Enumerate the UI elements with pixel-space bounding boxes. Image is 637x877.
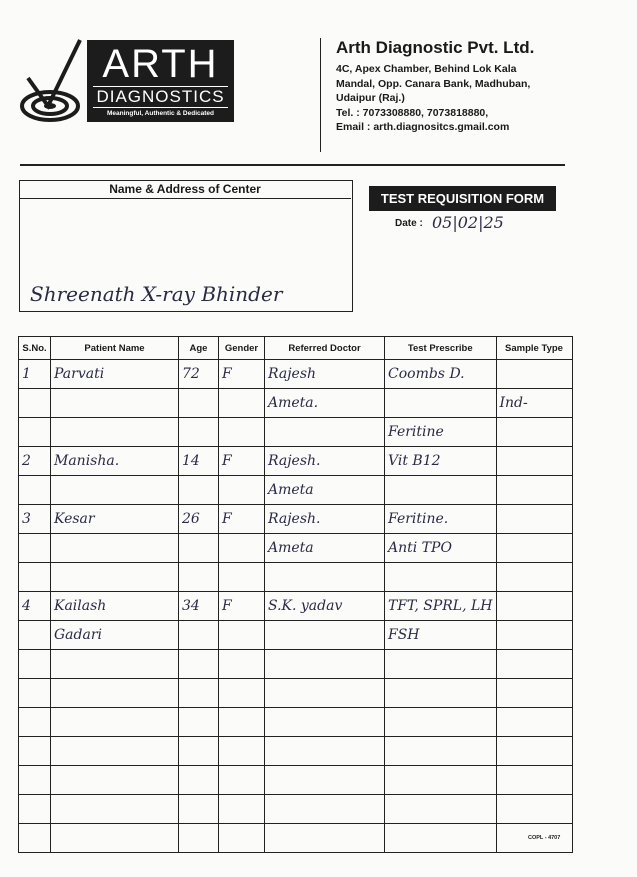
table-cell[interactable]	[265, 650, 385, 679]
table-cell[interactable]	[385, 708, 497, 737]
table-cell[interactable]	[179, 737, 219, 766]
date-label: Date :	[395, 218, 423, 229]
table-cell[interactable]	[219, 795, 265, 824]
table-cell[interactable]	[19, 621, 51, 650]
table-cell[interactable]	[219, 534, 265, 563]
table-cell[interactable]	[51, 534, 179, 563]
table-row	[19, 592, 573, 621]
table-cell[interactable]	[179, 563, 219, 592]
table-cell[interactable]	[51, 795, 179, 824]
table-cell[interactable]	[265, 766, 385, 795]
col-header: Patient Name	[51, 337, 179, 360]
table-cell[interactable]	[496, 418, 572, 447]
table-cell[interactable]	[51, 766, 179, 795]
logo-tagline: Meaningful, Authentic & Dedicated	[106, 110, 214, 117]
table-cell[interactable]	[51, 418, 179, 447]
table-cell[interactable]: FSH	[385, 621, 497, 650]
table-cell[interactable]	[219, 650, 265, 679]
table-cell[interactable]	[385, 795, 497, 824]
table-cell[interactable]	[19, 476, 51, 505]
table-row	[19, 766, 573, 795]
table-cell[interactable]	[179, 679, 219, 708]
table-cell[interactable]	[385, 563, 497, 592]
table-cell[interactable]: 1	[19, 360, 51, 389]
col-header: Age	[179, 337, 219, 360]
table-cell[interactable]	[496, 708, 572, 737]
table-cell[interactable]	[496, 795, 572, 824]
table-cell[interactable]	[51, 476, 179, 505]
table-cell[interactable]	[51, 679, 179, 708]
table-cell[interactable]: Vit B12	[385, 447, 497, 476]
table-cell[interactable]	[19, 563, 51, 592]
table-cell[interactable]	[265, 679, 385, 708]
table-row	[19, 737, 573, 766]
table-cell[interactable]	[219, 679, 265, 708]
table-row	[19, 650, 573, 679]
table-row	[19, 505, 573, 534]
table-cell[interactable]	[19, 795, 51, 824]
table-cell[interactable]	[19, 389, 51, 418]
table-row	[19, 389, 573, 418]
table-row	[19, 476, 573, 505]
table-cell[interactable]	[219, 476, 265, 505]
table-cell[interactable]	[19, 650, 51, 679]
table-cell[interactable]	[496, 766, 572, 795]
table-cell[interactable]	[496, 447, 572, 476]
table-cell[interactable]: 14	[179, 447, 219, 476]
table-cell[interactable]: Ind-	[496, 389, 572, 418]
table-cell[interactable]	[51, 708, 179, 737]
table-cell[interactable]: Rajesh.	[265, 447, 385, 476]
table-cell[interactable]	[219, 737, 265, 766]
table-cell[interactable]	[496, 563, 572, 592]
table-cell[interactable]: 4	[19, 592, 51, 621]
table-cell[interactable]	[19, 679, 51, 708]
table-cell[interactable]	[385, 766, 497, 795]
center-name-handwritten: Shreenath X-ray Bhinder	[30, 282, 283, 306]
table-cell[interactable]	[219, 389, 265, 418]
date-value: 05|02|25	[432, 213, 504, 232]
table-cell[interactable]: Rajesh	[265, 360, 385, 389]
table-cell[interactable]	[265, 824, 385, 853]
table-cell[interactable]	[496, 679, 572, 708]
table-cell[interactable]	[265, 737, 385, 766]
table-row	[19, 679, 573, 708]
table-cell[interactable]	[496, 505, 572, 534]
col-header: Sample Type	[496, 337, 572, 360]
table-cell[interactable]	[19, 418, 51, 447]
table-cell[interactable]	[496, 592, 572, 621]
table-cell[interactable]	[265, 621, 385, 650]
table-cell[interactable]: Ameta	[265, 476, 385, 505]
patient-table	[18, 336, 573, 853]
table-cell[interactable]	[19, 737, 51, 766]
table-cell[interactable]	[219, 824, 265, 853]
table-cell[interactable]	[51, 563, 179, 592]
table-cell[interactable]	[51, 824, 179, 853]
table-cell[interactable]	[19, 766, 51, 795]
form-title: TEST REQUISITION FORM	[369, 186, 556, 211]
table-row	[19, 708, 573, 737]
table-header-row	[19, 337, 573, 360]
header-rule	[20, 164, 565, 166]
table-row	[19, 534, 573, 563]
table-cell[interactable]: 26	[179, 505, 219, 534]
table-cell[interactable]: F	[219, 360, 265, 389]
logo	[87, 40, 234, 122]
table-cell[interactable]	[179, 766, 219, 795]
table-cell[interactable]	[179, 824, 219, 853]
table-row	[19, 795, 573, 824]
table-cell[interactable]	[385, 476, 497, 505]
table-cell[interactable]: Parvati	[51, 360, 179, 389]
table-cell[interactable]	[219, 621, 265, 650]
col-header: Gender	[219, 337, 265, 360]
table-cell[interactable]	[219, 708, 265, 737]
table-cell[interactable]	[19, 534, 51, 563]
table-row	[19, 621, 573, 650]
table-cell[interactable]	[179, 621, 219, 650]
col-header: Test Prescribe	[385, 337, 497, 360]
table-cell[interactable]	[265, 418, 385, 447]
table-cell[interactable]	[385, 737, 497, 766]
table-cell[interactable]	[51, 737, 179, 766]
table-cell[interactable]	[265, 795, 385, 824]
table-cell[interactable]	[385, 824, 497, 853]
table-cell[interactable]: F	[219, 447, 265, 476]
table-cell[interactable]	[385, 389, 497, 418]
table-cell[interactable]	[219, 766, 265, 795]
table-cell[interactable]	[219, 418, 265, 447]
table-cell[interactable]: Kesar	[51, 505, 179, 534]
table-cell[interactable]	[496, 650, 572, 679]
table-cell[interactable]: Coombs D.	[385, 360, 497, 389]
header-divider	[320, 38, 321, 152]
table-cell[interactable]	[19, 824, 51, 853]
table-cell[interactable]: Manisha.	[51, 447, 179, 476]
table-cell[interactable]	[496, 737, 572, 766]
table-cell[interactable]: Ameta.	[265, 389, 385, 418]
logo-target-icon	[20, 38, 82, 124]
table-cell[interactable]	[496, 534, 572, 563]
table-row	[19, 418, 573, 447]
table-row	[19, 360, 573, 389]
col-header: Referred Doctor	[265, 337, 385, 360]
table-cell[interactable]	[51, 650, 179, 679]
table-cell[interactable]: Feritine.	[385, 505, 497, 534]
table-cell[interactable]	[179, 795, 219, 824]
table-cell[interactable]: F	[219, 505, 265, 534]
table-cell[interactable]: 34	[179, 592, 219, 621]
table-cell[interactable]: Feritine	[385, 418, 497, 447]
table-cell[interactable]	[179, 389, 219, 418]
table-cell[interactable]: TFT, SPRL, LH	[385, 592, 497, 621]
table-cell[interactable]	[179, 418, 219, 447]
company-address: 4C, Apex Chamber, Behind Lok Kala Mandal, Opp. Canara Bank, Madhuban, Udaipur (Raj.) Tel. : 7073308880, 7073818880, Email : arth.diagnositcs.gmail.com	[336, 63, 531, 133]
table-cell[interactable]	[19, 708, 51, 737]
table-cell[interactable]	[179, 534, 219, 563]
table-cell[interactable]	[265, 563, 385, 592]
table-cell[interactable]	[219, 563, 265, 592]
table-cell[interactable]: S.K. yadav	[265, 592, 385, 621]
center-title: Name & Address of Center	[19, 180, 351, 199]
table-cell[interactable]: F	[219, 592, 265, 621]
table-cell[interactable]	[385, 650, 497, 679]
table-row	[19, 824, 573, 853]
table-cell[interactable]	[265, 708, 385, 737]
table-cell[interactable]	[496, 360, 572, 389]
table-cell[interactable]: Ameta	[265, 534, 385, 563]
form-code: COPL - 4707	[528, 835, 561, 841]
col-header: S.No.	[19, 337, 51, 360]
table-cell[interactable]: Anti TPO	[385, 534, 497, 563]
table-cell[interactable]	[179, 476, 219, 505]
company-name: Arth Diagnostic Pvt. Ltd.	[336, 38, 535, 57]
table-cell[interactable]	[496, 476, 572, 505]
table-cell[interactable]: 2	[19, 447, 51, 476]
table-row	[19, 563, 573, 592]
table-cell[interactable]: Rajesh.	[265, 505, 385, 534]
table-cell[interactable]	[385, 679, 497, 708]
table-cell[interactable]: 72	[179, 360, 219, 389]
table-cell[interactable]	[51, 389, 179, 418]
logo-name: ARTH	[102, 42, 219, 86]
table-cell[interactable]: 3	[19, 505, 51, 534]
table-cell[interactable]: Gadari	[51, 621, 179, 650]
table-row	[19, 447, 573, 476]
logo-subtitle: DIAGNOSTICS	[93, 86, 228, 108]
table-cell[interactable]	[179, 708, 219, 737]
table-cell[interactable]	[496, 621, 572, 650]
table-cell[interactable]	[179, 650, 219, 679]
table-cell[interactable]: Kailash	[51, 592, 179, 621]
